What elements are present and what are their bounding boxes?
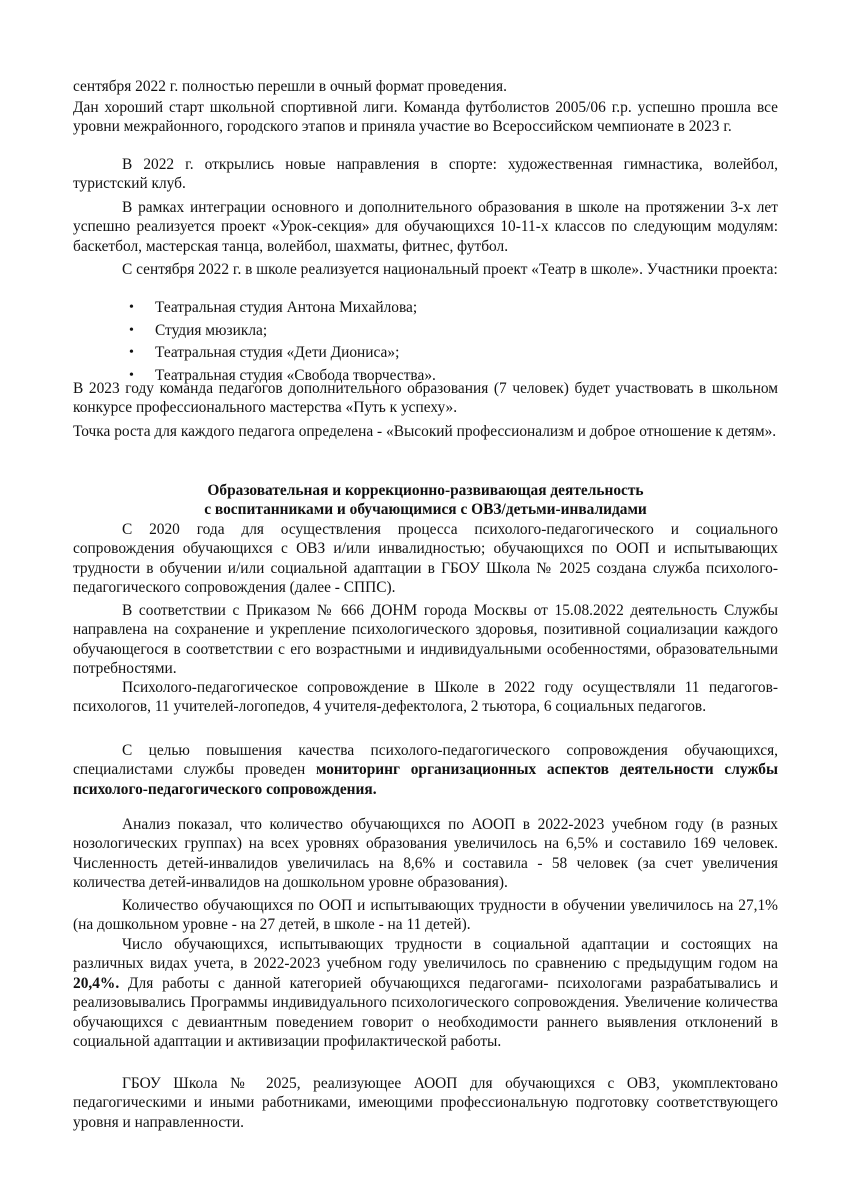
bullet-icon: •	[129, 300, 134, 315]
paragraph-spps-service: С 2020 года для осуществления процесса психолого-педагогического и социального сопровождения обучающихся с ОВЗ и/или инвалидностью; обучающихся по ООП и испытывающих трудности в обучении и/или социальной адаптации в ГБОУ Школа № 2025 создана служба психолого-педагогического сопровождения (далее - СППС).	[73, 521, 778, 597]
paragraph-format-transition: сентября 2022 г. полностью перешли в очный формат проведения.	[73, 78, 507, 95]
list-item: • Студия мюзикла;	[125, 320, 725, 343]
theatre-participants-list	[125, 297, 725, 387]
paragraph-social-adaptation: Число обучающихся, испытывающих трудности в социальной адаптации и состоящих на различных видах учета, в 2022-2023 учебном году увеличилось по сравнению с предыдущим годом на 20,4%. Для работы с данной категорией обучающихся педагогами- психологами разрабатывались и реализовывались Программы индивидуального психологического сопровождения. Увеличение количества обучающихся с девиантным поведением говорит о необходимости раннего выявления отклонений в социальной адаптации и активизации профилактической работы.	[73, 936, 778, 1051]
paragraph-school-staffing: ГБОУ Школа № 2025, реализующее АООП для обучающихся с ОВЗ, укомплектовано педагогическими и иными работниками, имеющими профессиональную подготовку соответствующего уровня и направленности.	[73, 1075, 778, 1131]
section-heading-line-2: с воспитанниками и обучающимися с ОВЗ/детьми-инвалидами	[204, 501, 647, 518]
section-heading-line-1: Образовательная и коррекционно-развивающая деятельность	[207, 482, 644, 499]
paragraph-sports-league: Дан хороший старт школьной спортивной лиги. Команда футболистов 2005/06 г.р. успешно прошла все уровни межрайонного, городского этапов и приняла участие во Всероссийском чемпионате в 2023 г.	[73, 99, 778, 136]
paragraph-difficulties-count: Количество обучающихся по ООП и испытывающих трудности в обучении увеличилось на 27,1% (на дошкольном уровне - на 27 детей, в школе - на 11 детей).	[73, 897, 778, 934]
paragraph-growth-point: Точка роста для каждого педагога определена - «Высокий профессионализм и доброе отношение к детям».	[73, 423, 777, 440]
paragraph-theatre-project: С сентября 2022 г. в школе реализуется национальный проект «Театр в школе». Участники проекта:	[122, 261, 778, 278]
percent-bold-text: 20,4%.	[73, 974, 120, 992]
list-item: • Театральная студия «Свобода творчества».	[125, 365, 725, 388]
bullet-icon: •	[129, 345, 134, 360]
bullet-icon: •	[129, 322, 134, 338]
paragraph-new-sports: В 2022 г. открылись новые направления в спорте: художественная гимнастика, волейбол, туристский клуб.	[73, 156, 778, 193]
paragraph-lesson-section: В рамках интеграции основного и дополнительного образования в школе на протяжении 3-х лет успешно реализуется проект «Урок-секция» для обучающихся 10-11-х классов по следующим модулям: баскетбол, мастерская танца, волейбол, шахматы, фитнес, футбол.	[73, 199, 778, 255]
bullet-icon: •	[129, 367, 134, 383]
list-item: • Театральная студия «Дети Диониса»;	[125, 342, 725, 365]
paragraph-staff: Психолого-педагогическое сопровождение в Школе в 2022 году осуществляли 11 педагогов-психологов, 11 учителей-логопедов, 4 учителя-дефектолога, 2 тьютора, 6 социальных педагогов.	[73, 679, 778, 716]
list-item: • Театральная студия Антона Михайлова;	[125, 297, 725, 320]
paragraph-monitoring: С целью повышения качества психолого-педагогического сопровождения обучающихся, специалистами службы проведен мониторинг организационных аспектов деятельности службы психолого-педагогического сопровождения.	[73, 742, 778, 798]
paragraph-order-666: В соответствии с Приказом № 666 ДОНМ города Москвы от 15.08.2022 деятельность Службы направлена на сохранение и укрепление психологического здоровья, позитивной социализации каждого обучающегося в соответствии с его возрастными и индивидуальными особенностями, образовательными потребностями.	[73, 602, 778, 678]
monitoring-bold-text: мониторинг организационных аспектов деятельности службы психолого-педагогического сопровождения.	[73, 761, 778, 798]
paragraph-analysis: Анализ показал, что количество обучающихся по АООП в 2022-2023 учебном году (в разных нозологических группах) на всех уровнях образования увеличилось на 6,5% и составило 169 человек. Численность детей-инвалидов увеличилась на 8,6% и составила - 58 человек (за счет увеличения количества детей-инвалидов на дошкольном уровне образования).	[73, 816, 778, 892]
paragraph-competition: В 2023 году команда педагогов дополнительного образования (7 человек) будет участвовать в школьном конкурсе профессионального мастерства «Путь к успеху».	[73, 380, 778, 417]
